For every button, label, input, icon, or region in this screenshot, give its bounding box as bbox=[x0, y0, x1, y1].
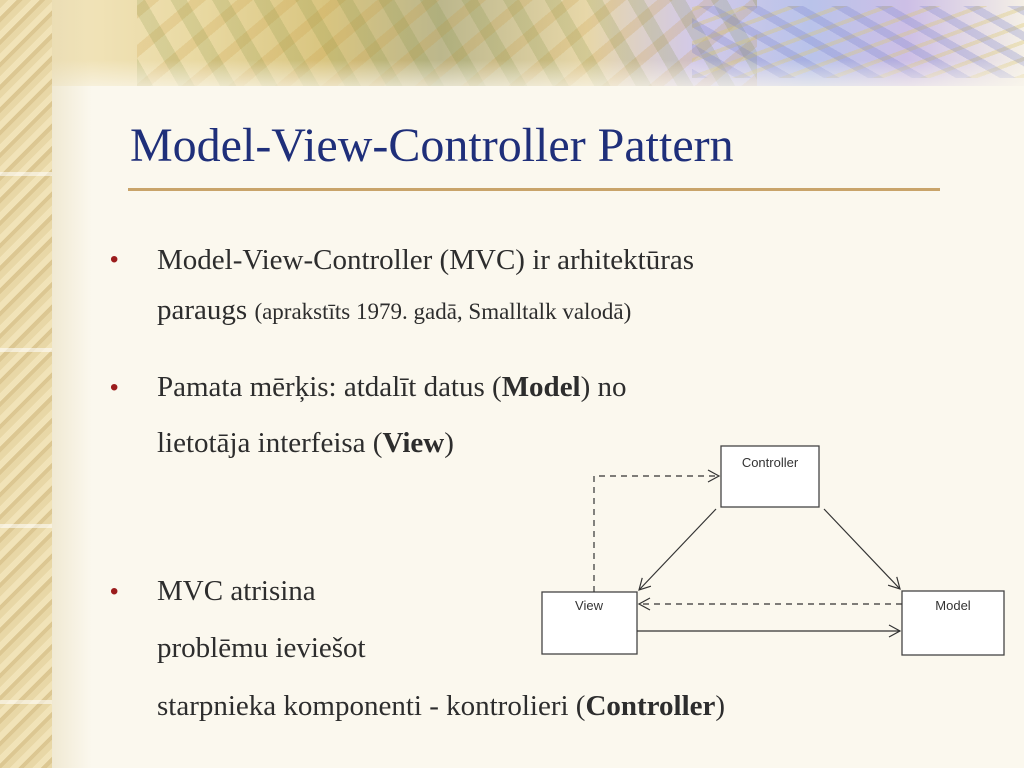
slide-title: Model-View-Controller Pattern bbox=[130, 119, 734, 172]
model-box bbox=[902, 591, 1004, 655]
bullet-2-text-b: ) no bbox=[580, 371, 627, 403]
title-underline bbox=[128, 188, 940, 191]
bullet-1-main-text: paraugs bbox=[157, 294, 255, 326]
controller-label: Controller bbox=[741, 455, 799, 470]
banner-fade bbox=[52, 60, 1024, 100]
bullet-1-marker: • bbox=[110, 246, 119, 273]
bullet-2-line-2 bbox=[157, 427, 454, 460]
view-to-controller-arrow bbox=[594, 476, 719, 592]
bullet-2-line-1 bbox=[157, 371, 627, 404]
bullet-1-line-1: Model-View-Controller (MVC) ir arhitektūras bbox=[157, 244, 695, 276]
bullet-2-marker: • bbox=[110, 374, 119, 401]
bullet-3-text-b: ) bbox=[715, 690, 726, 722]
bullet-3-line-1: MVC atrisina bbox=[157, 575, 316, 607]
bullet-3-line-3 bbox=[157, 690, 725, 723]
model-label: Model bbox=[935, 598, 971, 613]
bullet-2-text-a: Pamata mērķis: atdalīt datus ( bbox=[157, 371, 502, 403]
controller-to-model-arrow bbox=[824, 509, 900, 589]
bullet-3-line-2: problēmu ieviešot bbox=[157, 632, 366, 664]
bullet-3-marker: • bbox=[110, 578, 119, 605]
view-box bbox=[542, 592, 637, 654]
controller-to-view-arrow bbox=[639, 509, 716, 590]
side-fade bbox=[52, 0, 92, 768]
bullet-3-controller-term: Controller bbox=[585, 690, 716, 722]
bullet-2-view-term: View bbox=[382, 427, 445, 459]
bullet-2-model-term: Model bbox=[501, 371, 581, 403]
view-label: View bbox=[575, 598, 603, 613]
bullet-3-text-a: starpnieka komponenti - kontrolieri ( bbox=[157, 690, 586, 722]
controller-box bbox=[721, 446, 819, 507]
bullet-2-text-d: ) bbox=[444, 427, 454, 459]
bullet-2-text-c: lietotāja interfeisa ( bbox=[157, 427, 383, 459]
mvc-diagram bbox=[530, 440, 1010, 664]
bullet-1-note: (aprakstīts 1979. gadā, Smalltalk valodā) bbox=[254, 299, 632, 324]
bullet-1-line-2 bbox=[157, 294, 631, 327]
left-decorative-strip bbox=[0, 0, 52, 768]
